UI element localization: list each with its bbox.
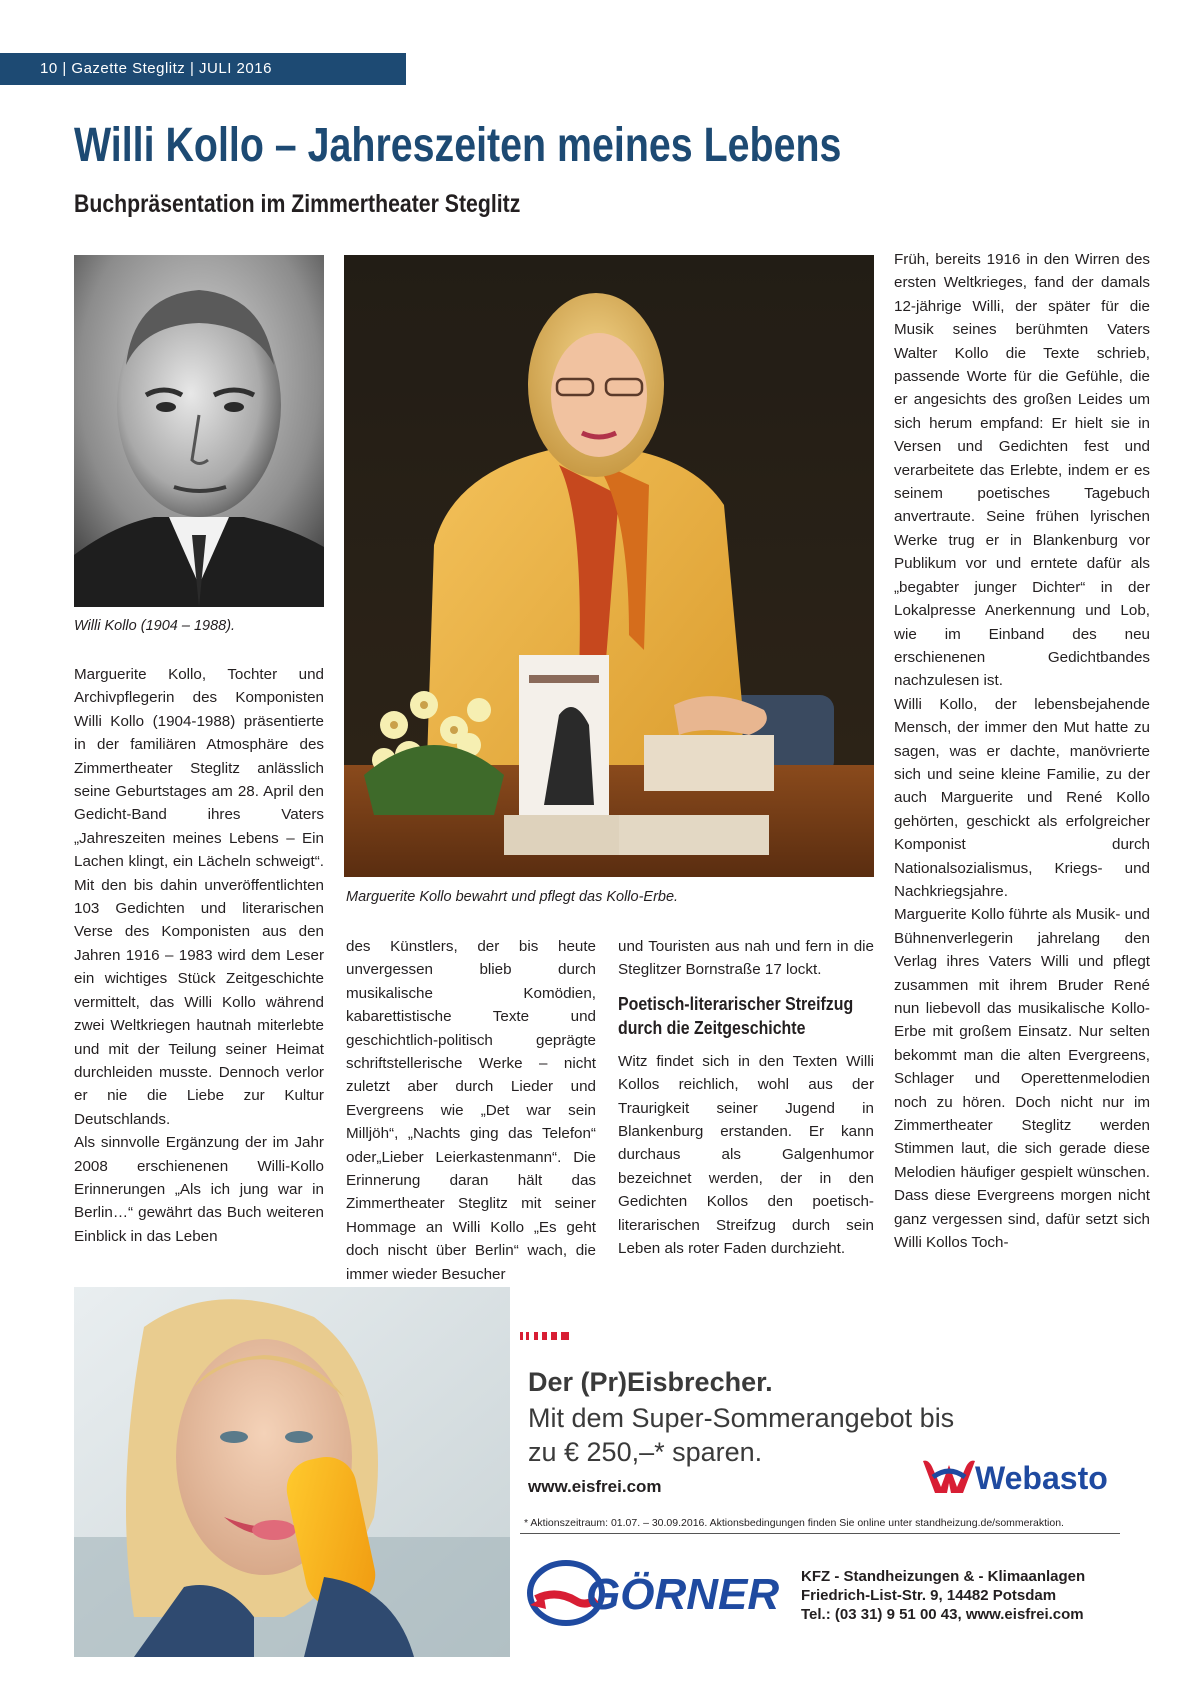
ad-decorative-stripes <box>520 1332 580 1340</box>
ad-photo-woman-popsicle <box>74 1287 510 1657</box>
article-paragraph: Früh, bereits 1916 in den Wirren des ersten Weltkrieges, fand der damals 12-jährige Willi, der später für die Musik seines berühmten Vaters Walter Kollo die Texte schrieb, passende Worte für die Gefühle, die er angesichts des großen Leides um sich herum empfand: Er hielt sie in Versen und Gedichten fest und verarbeitete das Erlebte, indem er es seinem poetisches Tagebuch anvertraute. Seine frühen lyrischen Werke trug er in Blankenburg vor Publikum vor und erntete dafür als „begabter junger Dichter“ in der Lokalpresse Anerkennung und Lob, wie im Einband des neu erschienenen Gedichtbandes nachzulesen ist. <box>894 251 1150 690</box>
article-headline: Willi Kollo – Jahreszeiten meines Lebens <box>74 119 842 172</box>
ad-footnote: * Aktionszeitraum: 01.07. – 30.09.2016. Aktionsbedingungen finden Sie online unter standheizung.de/sommeraktion. <box>524 1517 1064 1529</box>
ad-subline: Mit dem Super-Sommerangebot bis zu € 250,–* sparen. <box>528 1403 955 1467</box>
article-column-4 <box>894 248 1150 1254</box>
webasto-logo <box>919 1455 1124 1504</box>
goerner-wordmark: GÖRNER <box>586 1570 780 1619</box>
article-column-2 <box>346 935 596 1286</box>
portrait-photo <box>74 255 324 607</box>
section-heading: Poetisch-literarischer Streifzug durch die Zeitgeschichte <box>618 992 854 1038</box>
ad-url-link[interactable]: www.eisfrei.com <box>528 1477 662 1496</box>
portrait-caption: Willi Kollo (1904 – 1988). <box>74 618 236 634</box>
dealer-address: Friedrich-List-Str. 9, 14482 Potsdam <box>801 1587 1057 1604</box>
article-column-3 <box>618 935 874 1260</box>
article-subheadline: Buchpräsentation im Zimmertheater Steglitz <box>74 190 521 218</box>
dealer-phone: Tel.: (03 31) 9 51 00 43, www.eisfrei.com <box>801 1606 1084 1623</box>
article-paragraph: und Touristen aus nah und fern in die Steglitzer Bornstraße 17 lockt. <box>618 938 874 979</box>
dealer-name: KFZ - Standheizungen & - Klimaanlagen <box>801 1568 1086 1585</box>
article-paragraph: des Künstlers, der bis heute unvergessen blieb durch musikalische Komödien, kabarettistische Texte und geschichtlich-politisch geprägte schriftstellerische Werke – nicht zuletzt aber durch Lieder und Evergreens wie „Det war sein Milljöh“, „Nachts ging das Telefon“ oder„Lieber Leierkastenmann“. Die Erinnerung daran hält das Zimmertheater Steglitz mit seiner Hommage an Willi Kollo „Es geht doch nischt über Berlin“ wach, die immer wieder Besucher <box>346 938 596 1283</box>
goerner-logo <box>526 1559 788 1632</box>
main-photo-caption: Marguerite Kollo bewahrt und pflegt das Kollo-Erbe. <box>346 889 679 905</box>
article-paragraph: Willi Kollo, der lebensbejahende Mensch, der immer den Mut hatte zu sagen, was er dachte, manövrierte sich und seine kleine Familie, zu der auch Marguerite und René Kollo gehörten, geschickt als erfolgreicher Komponist durch Nationalsozialismus, Kriegs- und Nachkriegsjahre. <box>894 695 1150 900</box>
main-photo <box>344 255 874 877</box>
advertisement[interactable] <box>74 1287 1140 1657</box>
article-paragraph: Witz findet sich in den Texten Willi Kollos reichlich, wohl aus der Traurigkeit seiner Jugend in Blankenburg erstanden. Er kann durchaus als Galgenhumor bezeichnet werden, der in den Gedichten Kollos den poetisch-literarischen Streifzug durch sein Leben als roter Faden durchzieht. <box>618 1052 874 1258</box>
article-paragraph: Marguerite Kollo, Tochter und Archivpflegerin des Komponisten Willi Kollo (1904-1988) präsentierte in der familiären Atmosphäre des Zimmertheater Steglitz anlässlich seine Geburtstages am 28. April den Gedicht-Band ihres Vaters „Jahreszeiten meines Lebens – Ein Lachen klingt, ein Lächeln schweigt“. Mit den bis dahin unveröffentlichten 103 Gedichten und literarischen Verse des Komponisten aus den Jahren 1916 – 1983 wird dem Leser ein wichtiges Stück Zeitgeschichte vermittelt, das Willi Kollo während zwei Weltkriegen hautnah miterlebte und mit der Teilung seiner Heimat durchleiden musste. Dennoch verlor er nie die Liebe zur Kultur Deutschlands. <box>74 666 324 1128</box>
article-column-1 <box>74 663 324 1248</box>
page-folio: 10 | Gazette Steglitz | JULI 2016 <box>0 53 406 85</box>
article-paragraph: Marguerite Kollo führte als Musik- und Bühnenverlegerin jahrelang den Verlag ihres Vaters Willi und pflegt zusammen mit ihrem Bruder René nun liebevoll das musikalische Kollo-Erbe mit großem Einsatz. Nur selten bekommt man die alten Evergreens, Schlager und Operettenmelodien noch zu hören. Doch nicht nur im Zimmertheater Steglitz werden Stimmen laut, die sich gerade diese Melodien häufiger gespielt wünschen. Dass diese Evergreens morgen nicht ganz vergessen sind, dafür setzt sich Willi Kollos Toch- <box>894 906 1150 1252</box>
dealer-contact <box>801 1567 1085 1624</box>
ad-divider <box>520 1533 1120 1534</box>
ad-headline: Der (Pr)Eisbrecher. <box>528 1367 773 1397</box>
webasto-wordmark: Webasto <box>975 1460 1108 1496</box>
article-paragraph: Als sinnvolle Ergänzung der im Jahr 2008 erschienenen Willi-Kollo Erinnerungen „Als ich jung war in Berlin…“ gewährt das Buch weiteren Einblick in das Leben <box>74 1134 324 1245</box>
